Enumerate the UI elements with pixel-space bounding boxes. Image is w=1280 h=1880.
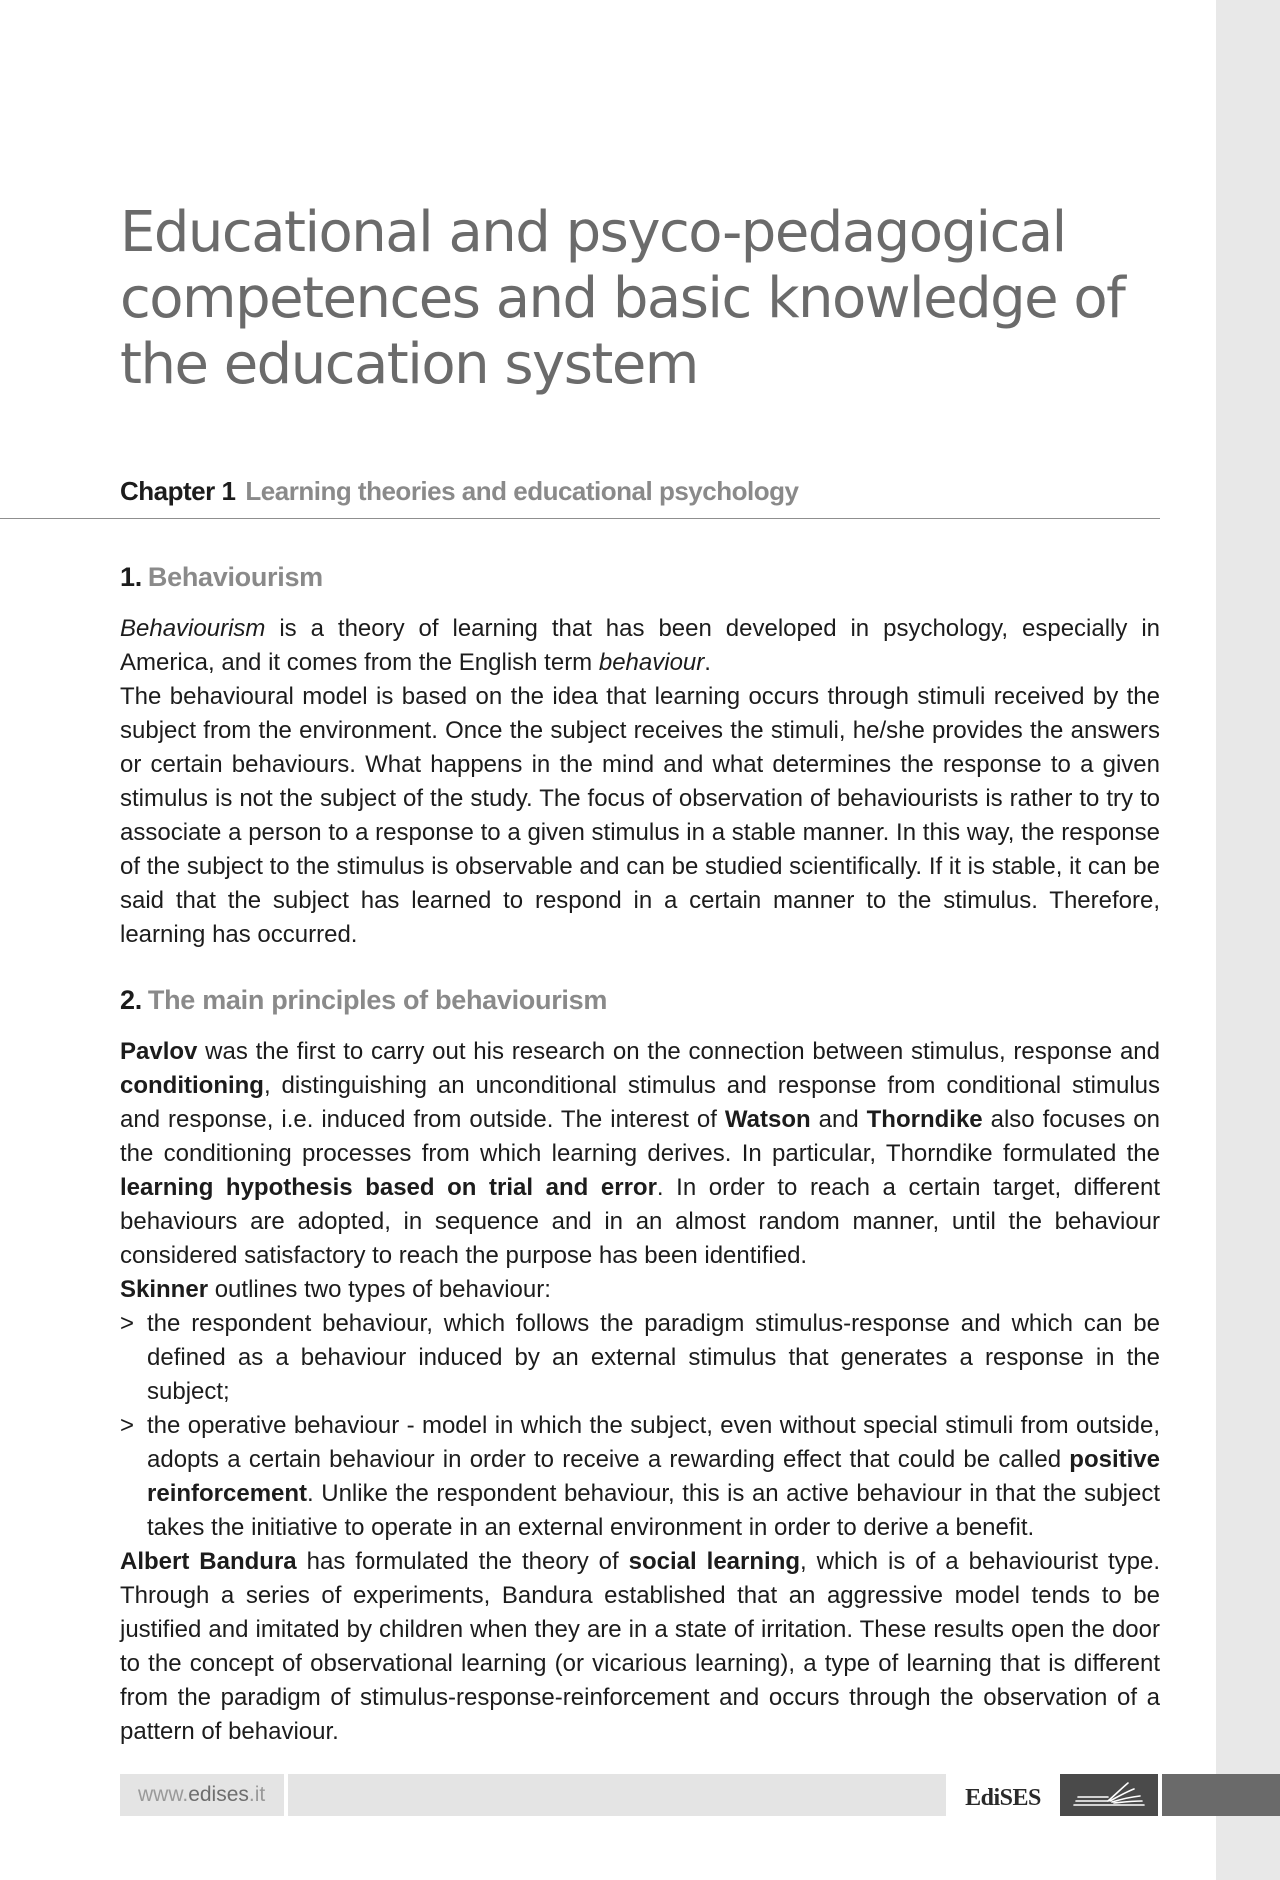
term-emphasis: Behaviourism — [120, 615, 266, 642]
footer-brand: EdiSES — [950, 1774, 1056, 1816]
name-pavlov: Pavlov — [120, 1038, 198, 1065]
page-edge-band — [1216, 0, 1280, 1880]
chapter-number: Chapter 1 — [120, 476, 236, 506]
chapter-heading — [120, 474, 1160, 508]
term-social-learning: social learning — [628, 1548, 801, 1575]
section-number: 2. — [120, 985, 142, 1015]
bullet-list — [120, 1307, 1160, 1545]
word-emphasis: behaviour — [598, 649, 705, 676]
paragraph: Behaviourism is a theory of learning that has been developed in psychology, especially in America, and it comes from the English term behaviour. — [120, 615, 1160, 676]
section-number: 1. — [120, 562, 142, 592]
name-bandura: Albert Bandura — [120, 1548, 297, 1575]
document-title: Educational and psyco-pedagogical competences and basic knowledge of the education system — [120, 200, 1125, 397]
list-item: > the respondent behaviour, which follows the paradigm stimulus-response and which can be defined as a behaviour induced by an external stimulus that generates a response in the subject; — [120, 1307, 1160, 1409]
bullet-marker: > — [120, 1310, 135, 1337]
name-thorndike: Thorndike — [866, 1106, 983, 1133]
section-heading-principles — [120, 983, 607, 1017]
term-conditioning: conditioning — [120, 1072, 264, 1099]
name-skinner: Skinner — [120, 1276, 209, 1303]
section-title: The main principles of behaviourism — [147, 985, 608, 1015]
footer-website-link[interactable]: www.edises.it — [120, 1774, 284, 1816]
chapter-divider — [0, 518, 1160, 519]
bullet-marker: > — [120, 1412, 135, 1439]
paragraph: Skinner outlines two types of behaviour: — [120, 1276, 551, 1303]
section-heading-behaviourism — [120, 560, 323, 594]
paragraph: Albert Bandura has formulated the theory of social learning, which is of a behaviourist type. Through a series of experiments, Bandura established that an aggressive model tends to be justified and imitated by children when they are in a state of irritation. These results open the door to the concept of observational learning (or vicarious learning), a type of learning that is different from the paradigm of stimulus-response-reinforcement and occurs through the observation of a pattern of behaviour. — [120, 1548, 1161, 1745]
term-positive-reinforcement: positive reinforcement — [147, 1446, 1160, 1507]
footer-bar-right — [1162, 1774, 1280, 1816]
paragraph: Pavlov was the first to carry out his research on the connection between stimulus, response and conditioning, distinguishing an unconditional stimulus and response from conditional stimulus and response, i.e. induced from outside. The interest of Watson and Thorndike also focuses on the conditioning processes from which learning derives. In particular, Thorndike formulated the learning hypothesis based on trial and error. In order to reach a certain target, different behaviours are adopted, in sequence and in an almost random manner, until the behaviour considered satisfactory to reach the purpose has been identified. — [120, 1038, 1160, 1269]
footer-bar — [288, 1774, 946, 1816]
list-item: > the operative behaviour - model in which the subject, even without special stimuli from outside, adopts a certain behaviour in order to receive a rewarding effect that could be called positive reinforcement. Unlike the respondent behaviour, this is an active behaviour in that the subject takes the initiative to operate in an external environment in order to derive a benefit. — [120, 1409, 1160, 1545]
section-body-principles — [120, 1035, 1160, 1749]
chapter-name: Learning theories and educational psychology — [245, 476, 799, 506]
paragraph: The behavioural model is based on the idea that learning occurs through stimuli received by the subject from the environment. Once the subject receives the stimuli, he/she provides the answers or certain behaviours. What happens in the mind and what determines the response to a given stimulus is not the subject of the study. The focus of observation of behaviourists is rather to try to associate a person to a response to a given stimulus in a stable manner. In this way, the response of the subject to the stimulus is observable and can be studied scientifically. If it is stable, it can be said that the subject has learned to respond in a certain manner to the stimulus. Therefore, learning has occurred. — [120, 683, 1160, 948]
section-body-behaviourism — [120, 612, 1160, 952]
open-book-icon — [1060, 1774, 1158, 1816]
name-watson: Watson — [724, 1106, 811, 1133]
section-title: Behaviourism — [147, 562, 323, 592]
term-learning-hypothesis: learning hypothesis based on trial and error — [120, 1174, 657, 1201]
